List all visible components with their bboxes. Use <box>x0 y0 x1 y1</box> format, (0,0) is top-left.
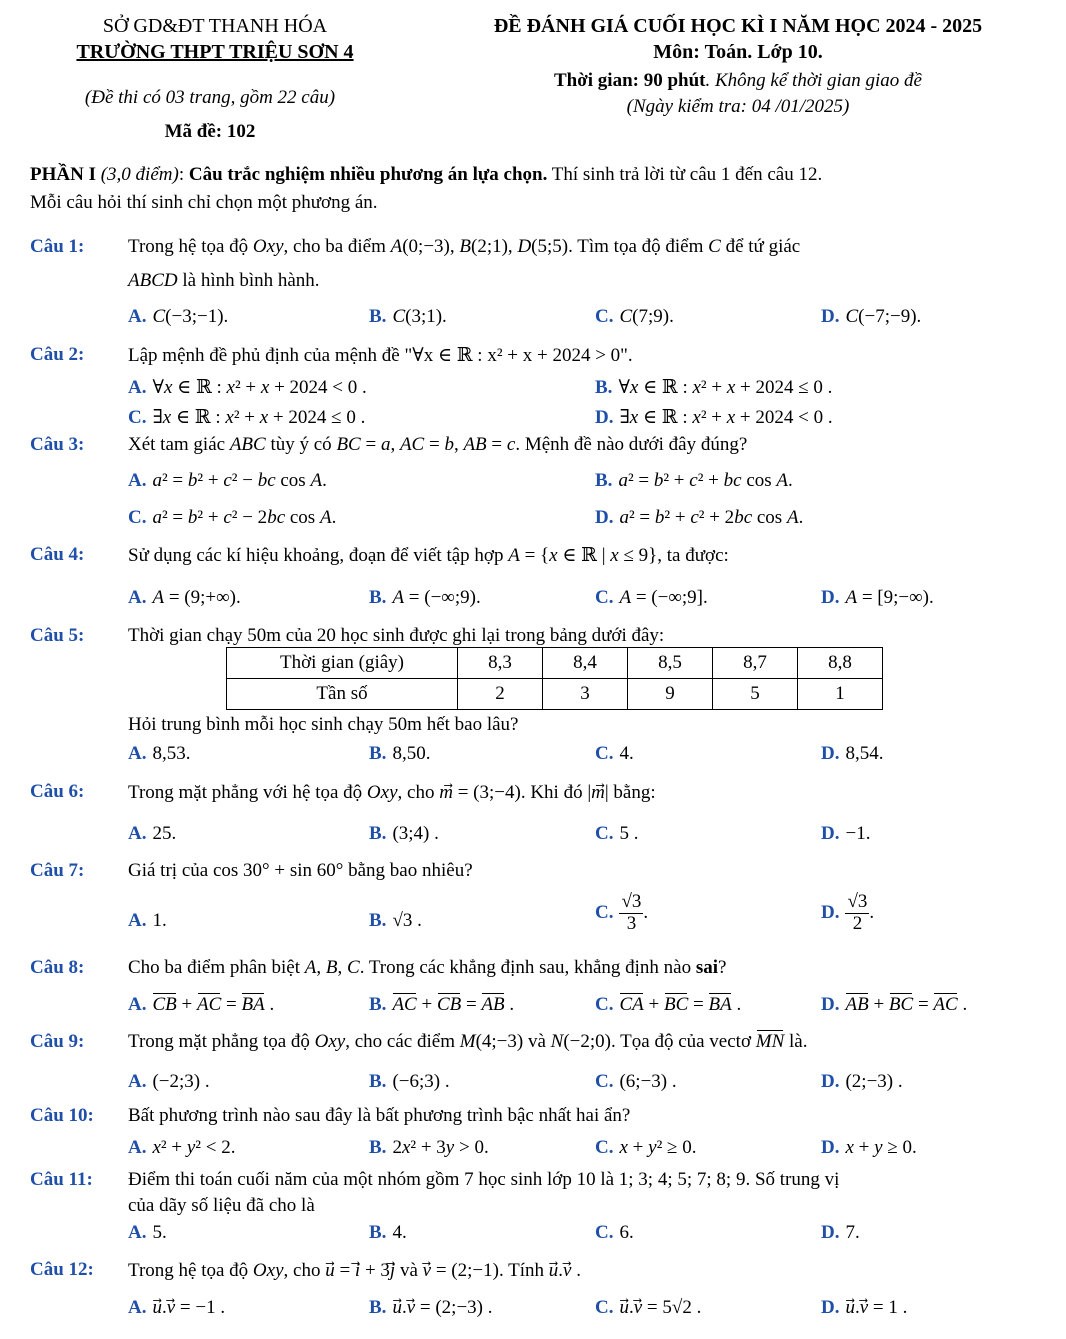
q11-b-value: 4. <box>392 1222 407 1243</box>
q1-stem-line2: ABCD là hình bình hành. <box>128 270 320 291</box>
q11-option-d[interactable] <box>821 1222 860 1244</box>
q9-text-d: . Tọa độ của vectơ <box>611 1031 756 1052</box>
q8-option-a[interactable]: A. CB + AC = BA . <box>128 994 275 1015</box>
q10-option-c[interactable]: C. x + y² ≥ 0. <box>595 1137 697 1158</box>
q1-stem: Trong hệ tọa độ Oxy, cho ba điểm A(0;−3), B(2;1), D(5;5). Tìm tọa độ điểm C để tứ giác <box>128 236 801 257</box>
q7-number: Câu 7: <box>30 860 85 881</box>
table-cell: 8,4 <box>543 648 628 679</box>
q7-a-label: A. <box>128 910 147 931</box>
q1-text-a: Trong hệ tọa độ <box>128 236 253 257</box>
q6-option-d[interactable] <box>821 823 870 845</box>
time-note: . Không kể thời gian giao đề <box>705 70 922 91</box>
q3-c-label: C. <box>128 507 147 528</box>
part1-title: PHẦN I <box>30 164 96 185</box>
q1-text-d: để tứ giác <box>720 236 801 257</box>
q10-d-label: D. <box>821 1137 840 1158</box>
q8-stem: Cho ba điểm phân biệt A, B, C. Trong các khẳng định sau, khẳng định nào sai? <box>128 957 727 978</box>
q6-text-a: Trong mặt phẳng với hệ tọa độ <box>128 782 367 803</box>
q5-b-label: B. <box>369 743 387 764</box>
table-row <box>227 648 883 679</box>
q4-option-c[interactable]: C. A = (−∞;9]. <box>595 587 708 608</box>
q7-text-a: Giá trị của <box>128 860 213 881</box>
q1-a-label: A. <box>128 306 147 327</box>
q11-a-value: 5. <box>152 1222 167 1243</box>
q3-option-b[interactable]: B. a² = b² + c² + bc cos A. <box>595 470 793 491</box>
q7-option-b[interactable]: B. √3 . <box>369 910 422 931</box>
q2-option-d[interactable]: D. ∃x ∈ ℝ : x² + x + 2024 < 0 . <box>595 407 833 428</box>
q5-c-label: C. <box>595 743 614 764</box>
q5-number: Câu 5: <box>30 625 85 646</box>
table-cell: 2 <box>458 679 543 710</box>
q3-option-c[interactable]: C. a² = b² + c² − 2bc cos A. <box>128 507 337 528</box>
q12-text-d: . Tính <box>498 1260 549 1281</box>
q11-b-label: B. <box>369 1222 387 1243</box>
q6-c-value: 5 . <box>619 823 639 844</box>
q9-a-label: A. <box>128 1071 147 1092</box>
q11-d-label: D. <box>821 1222 840 1243</box>
q7-option-a[interactable] <box>128 910 167 932</box>
table-cell: 5 <box>713 679 798 710</box>
q6-option-b[interactable]: B. (3;4) . <box>369 823 439 844</box>
q1-b-label: B. <box>369 306 387 327</box>
q5-option-b[interactable] <box>369 743 430 765</box>
q2-a-label: A. <box>128 377 147 398</box>
q8-text-c: ? <box>718 957 727 978</box>
q1-text-c: . Tìm tọa độ điểm <box>568 236 709 257</box>
q7-stem: Giá trị của cos 30° + sin 60° bằng bao nhiêu? <box>128 860 473 881</box>
q9-option-d[interactable]: D. (2;−3) . <box>821 1071 903 1092</box>
q11-stem: Điểm thi toán cuối năm của một nhóm gồm 7 học sinh lớp 10 là 1; 3; 4; 5; 7; 8; 9. Số trung vị <box>128 1169 840 1190</box>
q8-c-label: C. <box>595 994 614 1015</box>
q7-option-d[interactable]: D. $\frac{√3}{2}$ . <box>821 891 875 934</box>
q7-option-c[interactable]: C. $\frac{√3}{3}$ . <box>595 891 649 934</box>
q12-option-a[interactable]: A. u⃗.v⃗ = −1 . <box>128 1297 226 1318</box>
table-cell: 8,5 <box>628 648 713 679</box>
q4-b-label: B. <box>369 587 387 608</box>
q9-option-c[interactable]: C. (6;−3) . <box>595 1071 677 1092</box>
department-name: SỞ GD&ĐT THANH HÓA <box>102 15 328 37</box>
q9-number: Câu 9: <box>30 1031 85 1052</box>
q12-a-label: A. <box>128 1297 147 1318</box>
q1-d-label: D. <box>821 306 840 327</box>
q2-option-b[interactable]: B. ∀x ∈ ℝ : x² + x + 2024 ≤ 0 . <box>595 377 833 398</box>
table-cell: 8,8 <box>798 648 883 679</box>
frequency-table <box>226 647 883 710</box>
q8-d-label: D. <box>821 994 840 1015</box>
q6-b-label: B. <box>369 823 387 844</box>
q3-text-b: tùy ý có <box>265 434 337 455</box>
q9-text-b: , cho các điểm <box>345 1031 460 1052</box>
q6-d-value: −1. <box>845 823 871 844</box>
table-row <box>227 679 883 710</box>
q1-c-label: C. <box>595 306 614 327</box>
table-cell: 8,3 <box>458 648 543 679</box>
q3-number: Câu 3: <box>30 434 85 455</box>
q10-option-a[interactable]: A. x² + y² < 2. <box>128 1137 236 1158</box>
subject-line: Môn: Toán. Lớp 10. <box>653 41 823 63</box>
q6-a-value: 25. <box>152 823 177 844</box>
q11-option-a[interactable] <box>128 1222 167 1244</box>
q1-line2-b: là hình bình hành. <box>177 270 320 291</box>
q9-d-label: D. <box>821 1071 840 1092</box>
q12-b-label: B. <box>369 1297 387 1318</box>
q5-d-value: 8,54. <box>845 743 884 764</box>
q8-option-c[interactable]: C. CA + BC = BA . <box>595 994 742 1015</box>
q9-text-c: và <box>523 1031 551 1052</box>
q8-option-d[interactable]: D. AB + BC = AC . <box>821 994 968 1015</box>
table-cell: 1 <box>798 679 883 710</box>
q7-c-fraction: $\frac{√3}{3}$ <box>621 891 642 934</box>
q7-d-label: D. <box>821 902 840 924</box>
q10-stem: Bất phương trình nào sau đây là bất phương trình bậc nhất hai ẩn? <box>128 1105 631 1126</box>
q2-option-a[interactable]: A. ∀x ∈ ℝ : x² + x + 2024 < 0 . <box>128 377 367 398</box>
q10-option-b[interactable]: B. 2x² + 3y > 0. <box>369 1137 489 1158</box>
q11-c-value: 6. <box>619 1222 634 1243</box>
q3-option-a[interactable]: A. a² = b² + c² − bc cos A. <box>128 470 327 491</box>
q4-option-a[interactable]: A. A = (9;+∞). <box>128 587 241 608</box>
q6-c-label: C. <box>595 823 614 844</box>
q2-option-c[interactable]: C. ∃x ∈ ℝ : x² + x + 2024 ≤ 0 . <box>128 407 366 428</box>
q4-option-b[interactable]: B. A = (−∞;9). <box>369 587 481 608</box>
part1-heading <box>30 164 822 186</box>
table-cell: 3 <box>543 679 628 710</box>
q11-stem-line2: của dãy số liệu đã cho là <box>128 1195 315 1216</box>
q11-option-c[interactable] <box>595 1222 634 1244</box>
part1-rest: Thí sinh trả lời từ câu 1 đến câu 12. <box>547 164 823 185</box>
q5-option-d[interactable] <box>821 743 883 765</box>
q7-b-label: B. <box>369 910 387 931</box>
q9-text-a: Trong mặt phẳng tọa độ <box>128 1031 315 1052</box>
q12-c-label: C. <box>595 1297 614 1318</box>
q8-text-a: Cho ba điểm phân biệt <box>128 957 305 978</box>
q12-option-d[interactable]: D. u⃗.v⃗ = 1 . <box>821 1297 908 1318</box>
q9-c-label: C. <box>595 1071 614 1092</box>
q4-d-label: D. <box>821 587 840 608</box>
q4-c-label: C. <box>595 587 614 608</box>
q1-number: Câu 1: <box>30 236 85 257</box>
q11-d-value: 7. <box>845 1222 860 1243</box>
q8-sai: sai <box>695 957 719 978</box>
q12-text-c: và <box>395 1260 423 1281</box>
q5-a-value: 8,53. <box>152 743 191 764</box>
school-name: TRƯỜNG THPT TRIỆU SƠN 4 <box>76 41 354 63</box>
q6-number: Câu 6: <box>30 781 85 802</box>
q6-option-c[interactable] <box>595 823 638 845</box>
q4-text-b: , ta được: <box>657 545 729 566</box>
q3-a-label: A. <box>128 470 147 491</box>
q8-a-label: A. <box>128 994 147 1015</box>
q12-stem: Trong hệ tọa độ Oxy, cho u⃗ = i⃗ + 3j và v⃗ = (2;−1). Tính u⃗.v⃗ . <box>128 1260 581 1281</box>
q10-b-label: B. <box>369 1137 387 1158</box>
q1-option-b[interactable]: B. C(3;1). <box>369 306 447 327</box>
q12-option-c[interactable]: C. u⃗.v⃗ = 5√2 . <box>595 1297 702 1318</box>
exam-title: ĐỀ ĐÁNH GIÁ CUỐI HỌC KÌ I NĂM HỌC 2024 - 2025 <box>493 15 983 37</box>
q5-d-label: D. <box>821 743 840 764</box>
q3-option-d[interactable]: D. a² = b² + c² + 2bc cos A. <box>595 507 804 528</box>
q1-option-a[interactable]: A. C(−3;−1). <box>128 306 229 327</box>
q8-b-label: B. <box>369 994 387 1015</box>
q1-option-d[interactable]: D. C(−7;−9). <box>821 306 922 327</box>
q6-text-d: bằng: <box>608 782 656 803</box>
q9-stem: Trong mặt phẳng tọa độ Oxy, cho các điểm M(4;−3) và N(−2;0). Tọa độ của vectơ MN là. <box>128 1031 808 1052</box>
table-head-time: Thời gian (giây) <box>227 648 458 679</box>
date-note: (Ngày kiểm tra: 04 /01/2025) <box>626 96 850 117</box>
q8-text-b: . Trong các khẳng định sau, khẳng định nào <box>359 957 696 978</box>
part1-line2: Mỗi câu hỏi thí sinh chỉ chọn một phương án. <box>30 192 378 213</box>
q9-option-b[interactable]: B. (−6;3) . <box>369 1071 450 1092</box>
q8-option-b[interactable]: B. AC + CB = AB . <box>369 994 515 1015</box>
table-cell: 9 <box>628 679 713 710</box>
q10-c-label: C. <box>595 1137 614 1158</box>
q5-b-value: 8,50. <box>392 743 431 764</box>
time-line <box>428 70 1048 92</box>
q11-number: Câu 11: <box>30 1169 93 1190</box>
q12-text-a: Trong hệ tọa độ <box>128 1260 253 1281</box>
q1-text-b: , cho ba điểm <box>283 236 391 257</box>
q6-text-b: , cho <box>397 782 440 803</box>
q2-stem: Lập mệnh đề phủ định của mệnh đề "∀x ∈ ℝ : x² + x + 2024 > 0". <box>128 345 633 366</box>
q12-text-b: , cho <box>283 1260 326 1281</box>
q6-text-c: . Khi đó <box>520 782 588 803</box>
q2-d-label: D. <box>595 407 614 428</box>
q12-number: Câu 12: <box>30 1259 94 1280</box>
q5-c-value: 4. <box>619 743 634 764</box>
q3-b-label: B. <box>595 470 613 491</box>
q10-option-d[interactable]: D. x + y ≥ 0. <box>821 1137 917 1158</box>
q7-d-fraction: $\frac{√3}{2}$ <box>847 891 868 934</box>
part1-colon: : <box>178 164 189 185</box>
table-head-frequency: Tần số <box>227 679 458 710</box>
q7-c-label: C. <box>595 902 614 924</box>
q10-a-label: A. <box>128 1137 147 1158</box>
q4-stem: Sử dụng các kí hiệu khoảng, đoạn để viết tập hợp A = {x ∈ ℝ | x ≤ 9}, ta được: <box>128 545 729 566</box>
q1-option-c[interactable]: C. C(7;9). <box>595 306 674 327</box>
q7-a-value: 1. <box>152 910 167 931</box>
q6-d-label: D. <box>821 823 840 844</box>
time-bold: Thời gian: 90 phút <box>554 70 706 91</box>
q9-b-label: B. <box>369 1071 387 1092</box>
q3-d-label: D. <box>595 507 614 528</box>
q3-text-a: Xét tam giác <box>128 434 230 455</box>
q3-stem: Xét tam giác ABC tùy ý có BC = a, AC = b, AB = c. Mệnh đề nào dưới đây đúng? <box>128 434 748 455</box>
q6-option-a[interactable] <box>128 823 176 845</box>
q9-option-a[interactable]: A. (−2;3) . <box>128 1071 210 1092</box>
q2-c-label: C. <box>128 407 147 428</box>
q3-text-c: . Mệnh đề nào dưới đây đúng? <box>515 434 748 455</box>
q5-option-a[interactable] <box>128 743 190 765</box>
q4-a-label: A. <box>128 587 147 608</box>
q6-stem: Trong mặt phẳng với hệ tọa độ Oxy, cho m⃗ = (3;−4). Khi đó |m⃗| bằng: <box>128 782 656 803</box>
q6-a-label: A. <box>128 823 147 844</box>
exam-code: Mã đề: 102 <box>164 121 256 142</box>
q4-text-a: Sử dụng các kí hiệu khoảng, đoạn để viết tập hợp <box>128 545 509 566</box>
q5-option-c[interactable] <box>595 743 634 765</box>
q9-text-e: là. <box>784 1031 808 1052</box>
table-cell: 8,7 <box>713 648 798 679</box>
q5-a-label: A. <box>128 743 147 764</box>
q5-question: Hỏi trung bình mỗi học sinh chạy 50m hết bao lâu? <box>128 714 519 735</box>
q7-text-b: bằng bao nhiêu? <box>343 860 473 881</box>
q2-b-label: B. <box>595 377 613 398</box>
q2-number: Câu 2: <box>30 344 85 365</box>
pages-note: (Đề thi có 03 trang, gồm 22 câu) <box>84 87 336 108</box>
q12-option-b[interactable]: B. u⃗.v⃗ = (2;−3) . <box>369 1297 493 1318</box>
q5-stem: Thời gian chạy 50m của 20 học sinh được ghi lại trong bảng dưới đây: <box>128 625 665 646</box>
q4-number: Câu 4: <box>30 544 85 565</box>
q11-a-label: A. <box>128 1222 147 1243</box>
part1-instruction: Câu trắc nghiệm nhiều phương án lựa chọn. <box>188 164 548 185</box>
part1-points: (3,0 điểm) <box>95 164 179 185</box>
q4-option-d[interactable]: D. A = [9;−∞). <box>821 587 934 608</box>
q10-number: Câu 10: <box>30 1105 94 1126</box>
q12-d-label: D. <box>821 1297 840 1318</box>
q11-option-b[interactable] <box>369 1222 407 1244</box>
q11-c-label: C. <box>595 1222 614 1243</box>
q8-number: Câu 8: <box>30 957 85 978</box>
